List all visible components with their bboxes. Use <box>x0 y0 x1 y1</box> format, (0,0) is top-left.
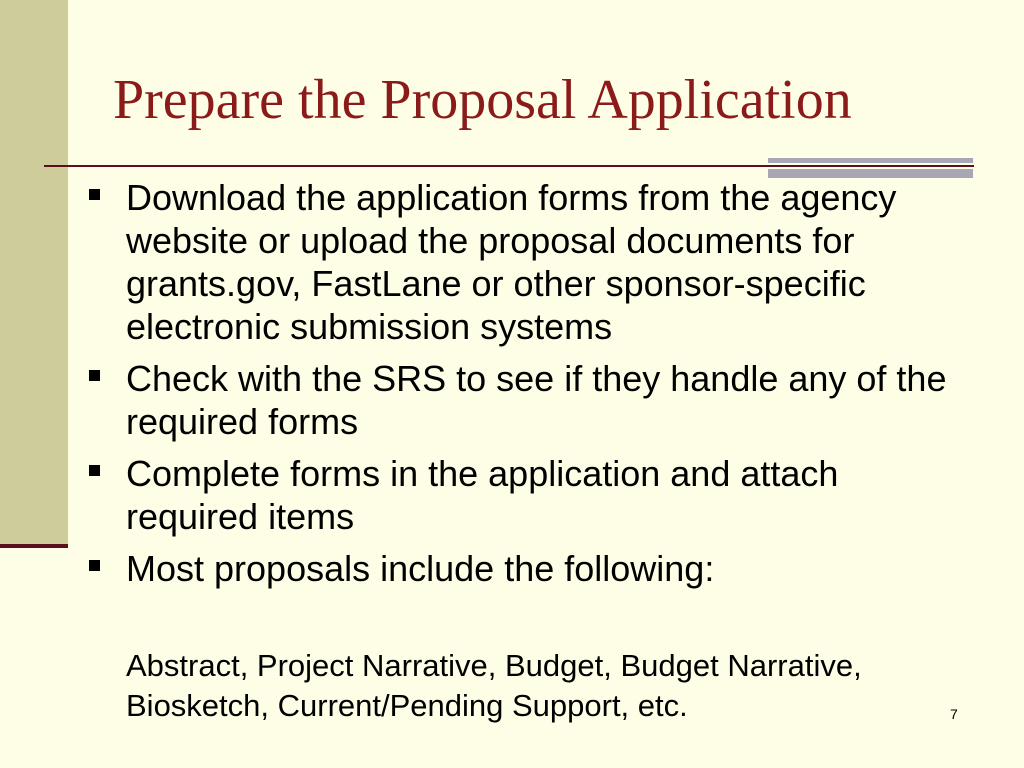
bullet-text: Check with the SRS to see if they handle any of the required forms <box>126 358 947 442</box>
left-band-underline <box>0 544 68 548</box>
bullet-item <box>87 452 967 538</box>
slide-title: Prepare the Proposal Application <box>113 69 852 131</box>
left-decorative-band <box>0 0 68 547</box>
bullet-text: Complete forms in the application and attach required items <box>126 453 839 537</box>
proposal-components-text: Abstract, Project Narrative, Budget, Budget Narrative, Biosketch, Current/Pending Support, etc. <box>126 648 862 723</box>
title-accent-bars <box>768 158 973 178</box>
accent-bar-top <box>768 158 973 163</box>
bullet-text: Download the application forms from the agency website or upload the proposal documents for grants.gov, FastLane or other sponsor-specific electronic submission systems <box>126 177 897 347</box>
square-bullet-icon <box>89 189 100 200</box>
square-bullet-icon <box>89 370 100 381</box>
slide-number: 7 <box>950 706 958 722</box>
bullet-item <box>87 357 967 443</box>
bullet-list <box>87 176 967 599</box>
square-bullet-icon <box>89 560 100 571</box>
square-bullet-icon <box>89 465 100 476</box>
bullet-item <box>87 547 967 590</box>
bullet-item <box>87 176 967 348</box>
bullet-text: Most proposals include the following: <box>126 548 715 589</box>
